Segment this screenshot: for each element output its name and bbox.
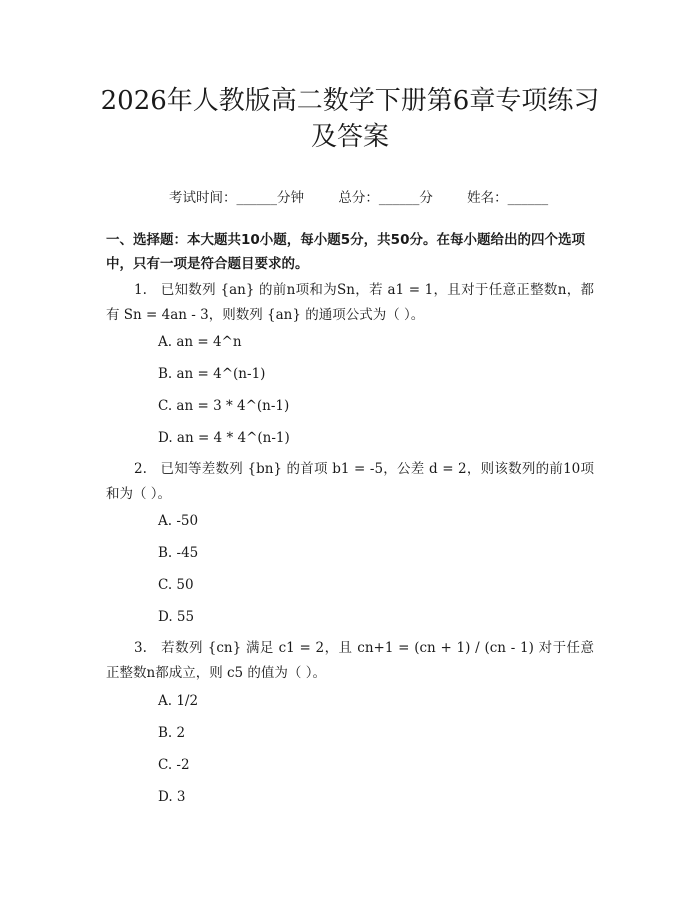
question-2 xyxy=(106,457,594,507)
option-c: C. -2 xyxy=(158,757,190,773)
question-1 xyxy=(106,278,594,328)
question-text: 若数列 {cn} 满足 c1 = 2，且 cn+1 = (cn + 1) / (cn - 1) 对于任意正整数n都成立，则 c5 的值为（ ）。 xyxy=(106,640,595,681)
option-d: D. an = 4 * 4^(n-1) xyxy=(158,430,290,446)
option-a: A. -50 xyxy=(158,513,199,529)
exam-title-line1: 2026年人教版高二数学下册第6章专项练习 xyxy=(100,86,600,116)
option-d: D. 3 xyxy=(158,789,186,805)
option-c: C. an = 3 * 4^(n-1) xyxy=(158,398,290,414)
option-b: B. -45 xyxy=(158,545,199,561)
question-number: 1. xyxy=(134,282,147,298)
option-a: A. 1/2 xyxy=(158,693,199,709)
option-d: D. 55 xyxy=(158,609,195,625)
question-text: 已知等差数列 {bn} 的首项 b1 = -5，公差 d = 2，则该数列的前10项和为（ ）。 xyxy=(106,461,595,502)
option-b: B. 2 xyxy=(158,725,186,741)
exam-info-line xyxy=(0,170,700,222)
exam-time-field: 考试时间：______分钟 xyxy=(168,190,304,206)
option-c: C. 50 xyxy=(158,577,194,593)
option-b: B. an = 4^(n-1) xyxy=(158,366,266,382)
total-score-field: 总分：______分 xyxy=(338,190,433,206)
section-heading: 一、选择题：本大题共10小题，每小题5分，共50分。在每小题给出的四个选项中，只有一项是符合题目要求的。 xyxy=(106,232,585,272)
option-a: A. an = 4^n xyxy=(158,334,242,350)
question-3 xyxy=(106,636,594,686)
question-number: 2. xyxy=(134,461,147,477)
question-number: 3. xyxy=(134,640,147,656)
exam-title-line2: 及答案 xyxy=(310,122,389,152)
question-text: 已知数列 {an} 的前n项和为Sn，若 a1 = 1，且对于任意正整数n，都有 Sn = 4an - 3，则数列 {an} 的通项公式为（ ）。 xyxy=(106,282,595,323)
student-name-field: 姓名：______ xyxy=(467,190,549,206)
